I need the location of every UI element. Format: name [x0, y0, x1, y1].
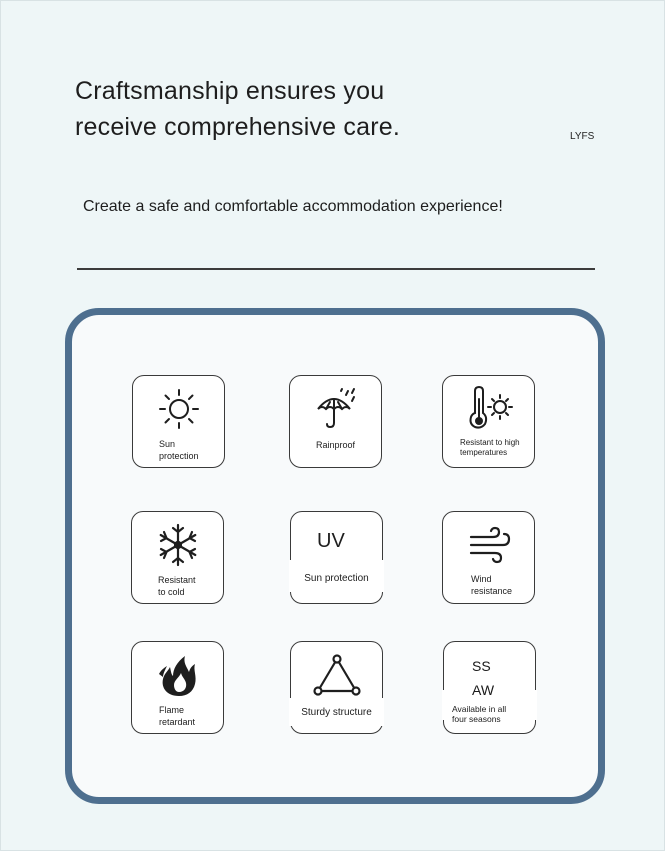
brand-mark: LYFS — [570, 131, 595, 142]
feature-label: Resistant to cold — [158, 575, 196, 597]
sun-icon — [133, 384, 224, 434]
feature-label: Sun protection — [304, 573, 369, 584]
feature-label: Available in all four seasons — [452, 704, 507, 724]
feature-tile-all-seasons — [443, 641, 536, 734]
feature-label: Flame retardant — [159, 705, 196, 727]
headline-line-1: Craftsmanship ensures you — [75, 77, 385, 105]
flame-icon — [132, 650, 223, 700]
headline — [75, 73, 400, 145]
feature-label: Rainproof — [315, 440, 356, 450]
feature-label: Resistant to high temperatures — [460, 438, 520, 457]
border-gap — [380, 698, 384, 726]
ss-aw-text: SS AW — [472, 658, 495, 698]
snowflake-icon — [132, 520, 223, 570]
feature-label: Sturdy structure — [301, 707, 372, 718]
feature-tile-wind-resistance — [442, 511, 535, 604]
triangle-structure-icon — [291, 650, 382, 700]
border-gap — [380, 560, 384, 592]
feature-label: Sun protection — [159, 439, 199, 461]
feature-tile-sun-protection — [132, 375, 225, 468]
umbrella-rain-icon — [290, 384, 381, 434]
feature-label: Wind resistance — [471, 574, 513, 596]
border-gap — [442, 690, 446, 720]
wind-icon — [443, 520, 534, 570]
thermometer-sun-icon — [443, 384, 534, 434]
feature-tile-flame-retardant — [131, 641, 224, 734]
features-panel — [65, 308, 605, 804]
border-gap — [289, 560, 293, 592]
headline-line-2: receive comprehensive care. — [75, 113, 400, 141]
feature-tile-high-temperature — [442, 375, 535, 468]
border-gap — [289, 698, 293, 726]
feature-tile-sturdy-structure — [290, 641, 383, 734]
subheadline: Create a safe and comfortable accommodation experience! — [83, 198, 503, 215]
uv-text: UV — [317, 530, 345, 552]
border-gap — [533, 690, 537, 720]
feature-tile-rainproof — [289, 375, 382, 468]
feature-tile-cold-resistant — [131, 511, 224, 604]
divider — [77, 268, 595, 270]
feature-tile-uv-protection — [290, 511, 383, 604]
